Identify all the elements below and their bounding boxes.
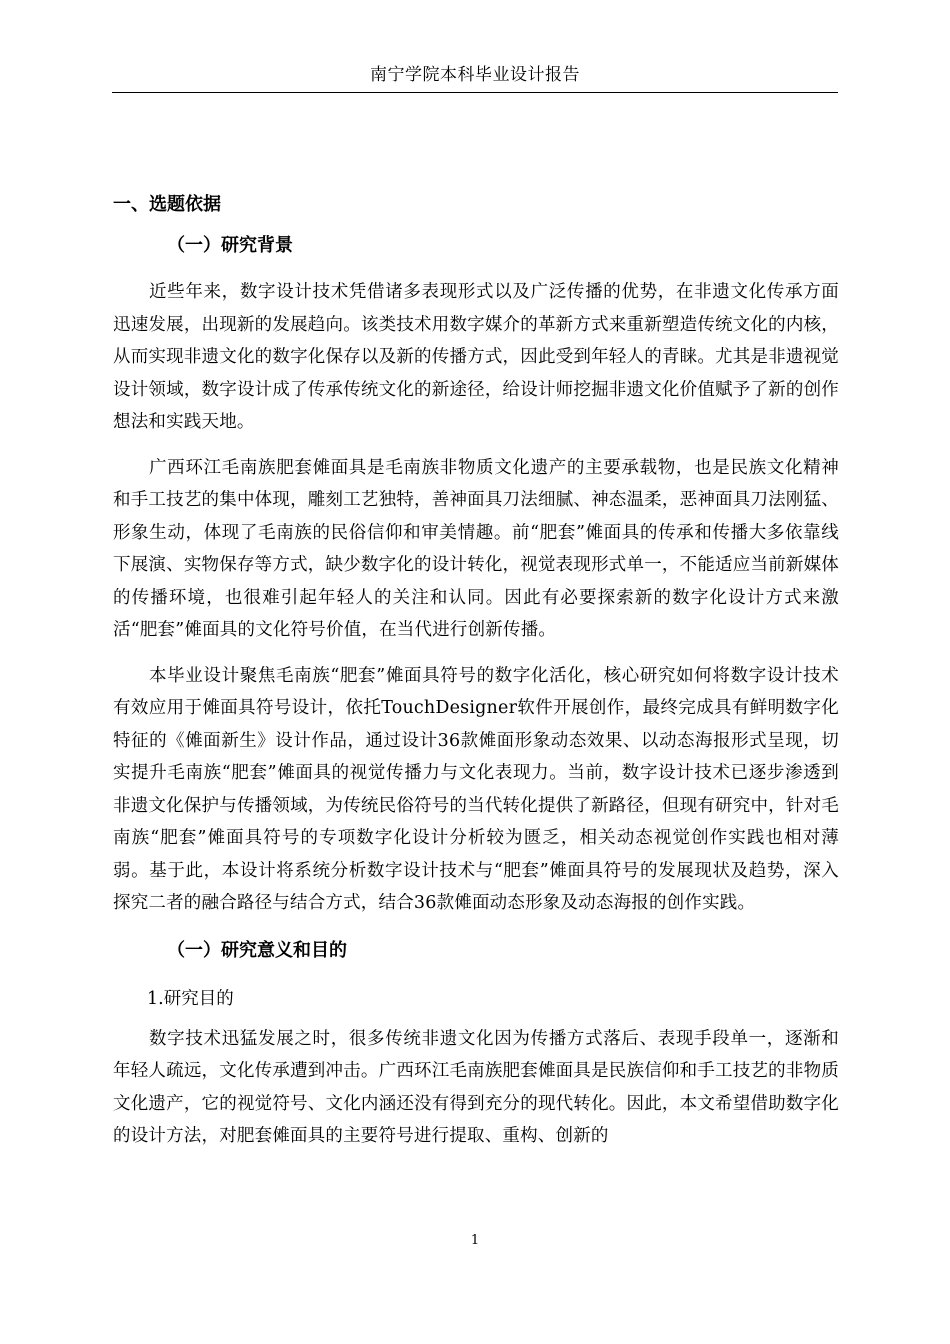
section-heading: 一、选题依据 xyxy=(113,194,221,215)
header-rule xyxy=(112,92,838,93)
running-header: 南宁学院本科毕业设计报告 xyxy=(370,65,580,85)
subsection-heading-background: （一）研究背景 xyxy=(167,235,293,256)
paragraph-background-2: 广西环江毛南族肥套傩面具是毛南族非物质文化遗产的主要承载物，也是民族文化精神和手工技艺的集中体现，雕刻工艺独特，善神面具刀法细腻、神态温柔，恶神面具刀法刚猛、形象生动，体现了毛南族的民俗信仰和审美情趣。前“肥套”傩面具的传承和传播大多依靠线下展演、实物保存等方式，缺少数字化的设计转化，视觉表现形式单一，不能适应当前新媒体的传播环境，也很难引起年轻人的关注和认同。因此有必要探索新的数字化设计方式来激活“肥套”傩面具的文化符号价值，在当代进行创新传播。 xyxy=(113,457,839,640)
item-heading-purpose: 1.研究目的 xyxy=(147,988,234,1009)
page-body xyxy=(113,187,839,1166)
paragraph-background-1: 近些年来，数字设计技术凭借诸多表现形式以及广泛传播的优势，在非遗文化传承方面迅速发展，出现新的发展趋向。该类技术用数字媒介的革新方式来重新塑造传统文化的内核，从而实现非遗文化的数字化保存以及新的传播方式，因此受到年轻人的青睐。尤其是非遗视觉设计领域，数字设计成了传承传统文化的新途径，给设计师挖掘非遗文化价值赋予了新的创作想法和实践天地。 xyxy=(113,282,839,432)
paragraph-purpose: 数字技术迅猛发展之时，很多传统非遗文化因为传播方式落后、表现手段单一，逐渐和年轻人疏远，文化传承遭到冲击。广西环江毛南族肥套傩面具是民族信仰和手工技艺的非物质文化遗产，它的视觉符号、文化内涵还没有得到充分的现代转化。因此，本文希望借助数字化的设计方法，对肥套傩面具的主要符号进行提取、重构、创新的 xyxy=(113,1028,839,1146)
paragraph-background-3: 本毕业设计聚焦毛南族“肥套”傩面具符号的数字化活化，核心研究如何将数字设计技术有效应用于傩面具符号设计，依托TouchDesigner软件开展创作，最终完成具有鲜明数字化特征的《傩面新生》设计作品，通过设计36款傩面形象动态效果、以动态海报形式呈现，切实提升毛南族“肥套”傩面具的视觉传播力与文化表现力。当前，数字设计技术已逐步渗透到非遗文化保护与传播领域，为传统民俗符号的当代转化提供了新路径，但现有研究中，针对毛南族“肥套”傩面具符号的专项数字化设计分析较为匮乏，相关动态视觉创作实践也相对薄弱。基于此，本设计将系统分析数字设计技术与“肥套”傩面具符号的发展现状及趋势，深入探究二者的融合路径与结合方式，结合36款傩面动态形象及动态海报的创作实践。 xyxy=(113,665,839,913)
page-number: 1 xyxy=(470,1233,480,1248)
subsection-heading-significance: （一）研究意义和目的 xyxy=(167,939,347,961)
